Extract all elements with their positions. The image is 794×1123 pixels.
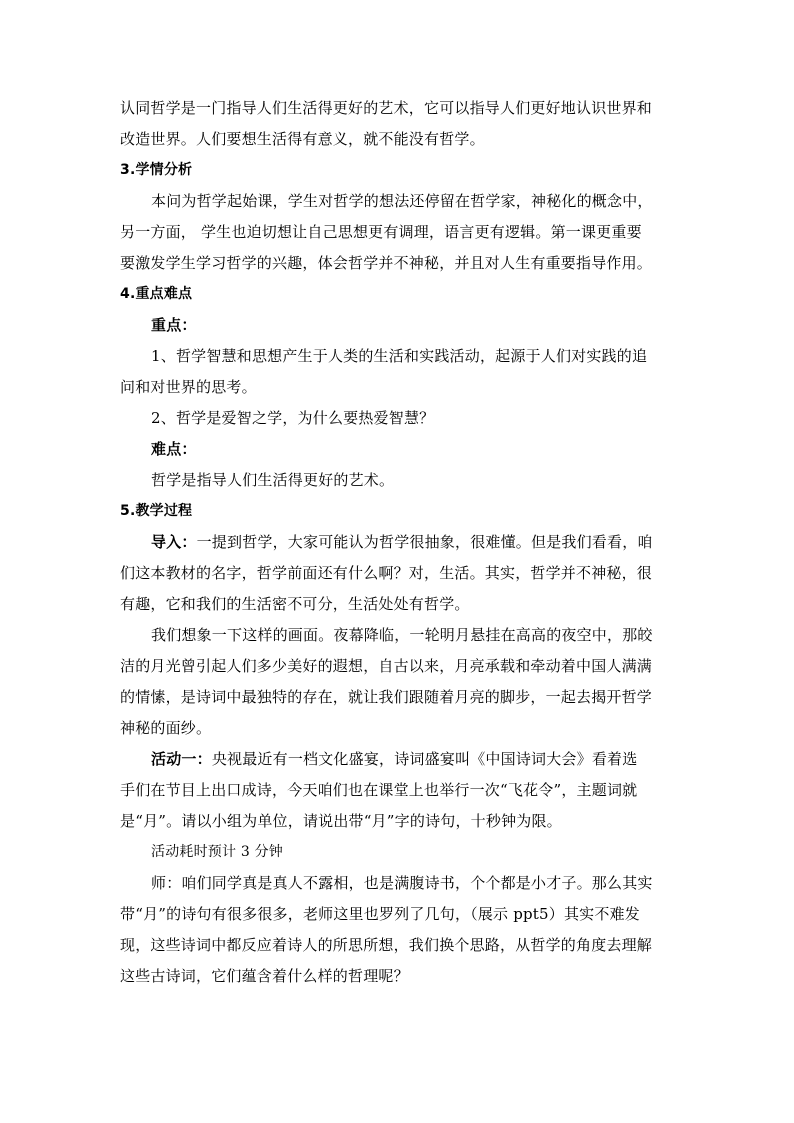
teacher-line-3: 现，这些诗词中都反应着诗人的所思所想，我们换个思路，从哲学的角度去理解 [120, 936, 653, 954]
intro-paragraph-line-1 [120, 527, 680, 558]
intro-line-1: 认同哲学是一门指导人们生活得更好的艺术，它可以指导人们更好地认识世界和 [120, 99, 653, 117]
section-3-line-2: 另一方面， 学生也迫切想让自己思想更有调理，语言更有逻辑。第一课更重要 [120, 223, 642, 241]
imagine-line-3: 的情愫，是诗词中最独特的存在，就让我们跟随着月亮的脚步，一起去揭开哲学 [120, 688, 653, 706]
section-4-heading: 4.重点难点 [120, 286, 193, 302]
intro-paragraph-line-3: 有趣，它和我们的生活密不可分，生活处处有哲学。 [120, 595, 470, 613]
key-point-2: 2、哲学是爱智之学，为什么要热爱智慧？ [151, 409, 435, 427]
teacher-line-2: 带“月”的诗句有很多很多，老师这里也罗列了几句，（展示 ppt5）其实不难发 [120, 905, 640, 923]
teacher-line-4: 这些古诗词，它们蕴含着什么样的哲理呢？ [120, 967, 409, 985]
key-points-label: 重点： [151, 316, 197, 334]
section-3-heading: 3.学情分析 [120, 162, 193, 178]
intro-label: 导入： [151, 533, 197, 551]
teacher-line-1: 师：咱们同学真是真人不露相，也是满腹诗书，个个都是小才子。那么其实 [151, 874, 653, 892]
section-3-line-1: 本问为哲学起始课，学生对哲学的想法还停留在哲学家，神秘化的概念中， [151, 192, 653, 210]
key-point-1-line-2: 问和对世界的思考。 [120, 378, 257, 396]
activity-time: 活动耗时预计 3 分钟 [151, 844, 284, 860]
intro-line-2: 改造世界。人们要想生活得有意义，就不能没有哲学。 [120, 130, 485, 148]
activity-label: 活动一： [151, 750, 212, 768]
activity-line-2: 手们在节目上出口成诗，今天咱们也在课堂上也举行一次“飞花令”，主题词就 [120, 781, 638, 799]
key-point-1-line-1: 1、哲学智慧和思想产生于人类的生活和实践活动，起源于人们对实践的追 [151, 347, 648, 365]
activity-text: 央视最近有一档文化盛宴，诗词盛宴叫《中国诗词大会》看着选 [211, 750, 638, 768]
section-3-line-3: 要激发学生学习哲学的兴趣，体会哲学并不神秘，并且对人生有重要指导作用。 [120, 254, 653, 272]
activity-line-3: 是“月”。请以小组为单位，请说出带“月”字的诗句，十秒钟为限。 [120, 812, 562, 830]
section-5-heading: 5.教学过程 [120, 503, 193, 519]
intro-paragraph-line-2: 们这本教材的名字，哲学前面还有什么啊？对，生活。其实，哲学并不神秘，很 [120, 564, 653, 582]
activity-line-1 [120, 744, 680, 775]
difficulty-text: 哲学是指导人们生活得更好的艺术。 [151, 471, 395, 489]
intro-text: 一提到哲学，大家可能认为哲学很抽象，很难懂。但是我们看看，咱 [196, 533, 653, 551]
document-page [120, 93, 680, 992]
imagine-line-4: 神秘的面纱。 [120, 719, 212, 737]
imagine-line-2: 洁的月光曾引起人们多少美好的遐想，自古以来，月亮承载和牵动着中国人满满 [120, 657, 653, 675]
difficulty-label: 难点： [151, 440, 197, 458]
imagine-line-1: 我们想象一下这样的画面。夜幕降临，一轮明月悬挂在高高的夜空中，那皎 [151, 626, 653, 644]
